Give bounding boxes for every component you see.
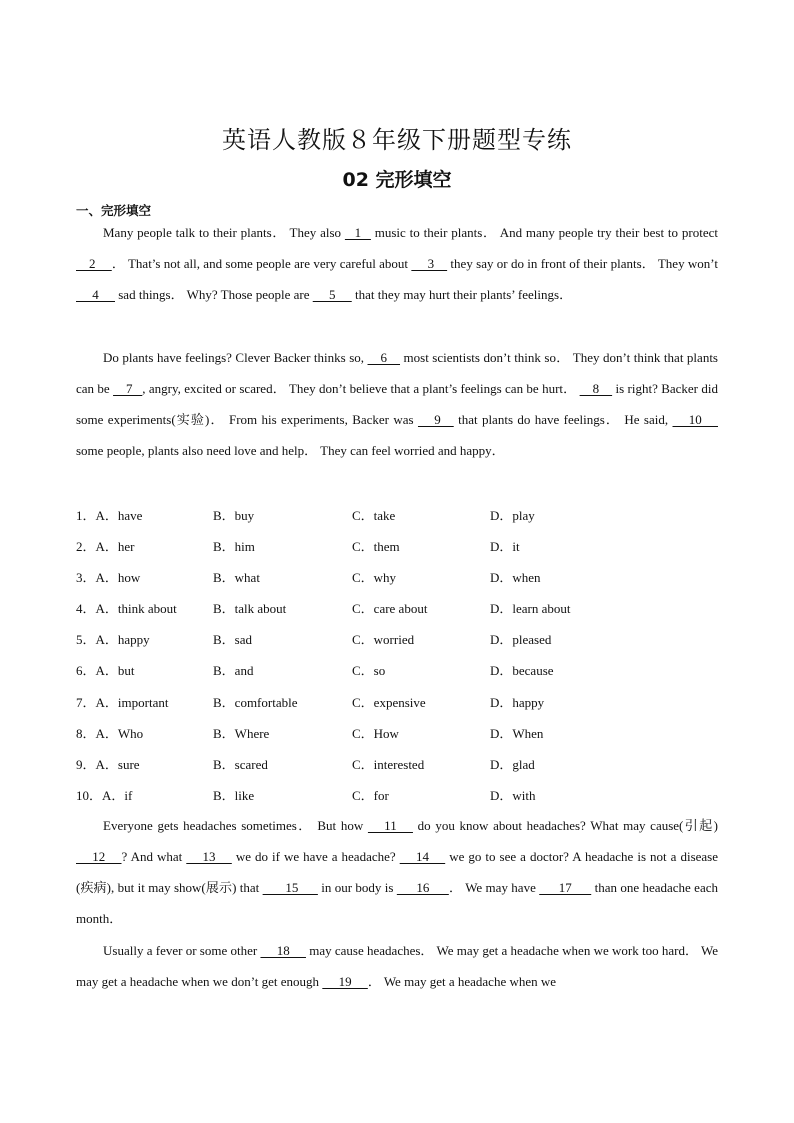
option-b[interactable]	[213, 780, 254, 811]
answer-blank[interactable]: 5	[312, 287, 352, 302]
option-b[interactable]	[213, 562, 260, 593]
option-text: D．because	[490, 663, 554, 679]
option-text: B．sad	[213, 632, 253, 648]
answer-blank[interactable]: 2	[76, 256, 112, 271]
option-d[interactable]	[490, 562, 541, 593]
question-number: 2．	[76, 539, 96, 555]
option-text: B．comfortable	[213, 694, 298, 710]
option-text: D．glad	[490, 756, 535, 772]
option-text: D．play	[490, 508, 535, 523]
option-text: C．for	[352, 787, 389, 803]
paragraph-text: than one headache each month．	[76, 880, 718, 926]
option-d[interactable]	[490, 593, 571, 624]
option-text: B．like	[213, 787, 255, 803]
answer-blank[interactable]: 7	[113, 381, 143, 396]
option-a[interactable]	[76, 624, 150, 655]
question-row	[76, 780, 726, 811]
answer-blank[interactable]: 19	[322, 974, 368, 989]
question-number: 5．	[76, 632, 96, 648]
question-number: 8．	[76, 725, 96, 741]
answer-blank[interactable]: 17	[539, 880, 592, 895]
question-number: 6．	[76, 663, 96, 679]
option-text: C．so	[352, 663, 386, 679]
option-c[interactable]	[352, 749, 424, 780]
option-text: A．sure	[95, 756, 140, 772]
option-d[interactable]	[490, 780, 536, 811]
options-list	[76, 500, 726, 811]
option-a[interactable]	[76, 531, 135, 562]
paragraph-text: ． We may have	[448, 880, 540, 895]
option-text: A．if	[102, 787, 133, 803]
passage1-paragraph2	[76, 342, 718, 466]
question-row	[76, 655, 726, 686]
paragraph-text: ? And what	[121, 849, 187, 864]
paragraph-text: Usually a fever or some other	[103, 943, 261, 958]
option-d[interactable]	[490, 655, 554, 686]
option-text: D．happy	[490, 694, 545, 710]
answer-blank[interactable]: 8	[579, 381, 613, 396]
paragraph-text: most scientists don’t think so． They don’t think that plants can be	[76, 350, 718, 396]
option-b[interactable]	[213, 655, 253, 686]
answer-blank[interactable]: 13	[186, 849, 232, 864]
answer-blank[interactable]: 15	[262, 880, 318, 895]
answer-blank[interactable]: 3	[411, 256, 448, 271]
option-text: B．buy	[213, 508, 255, 523]
option-a[interactable]	[76, 562, 140, 593]
option-b[interactable]	[213, 531, 255, 562]
option-b[interactable]	[213, 624, 252, 655]
document-title: 英语人教版８年级下册题型专练	[222, 126, 572, 154]
answer-blank[interactable]: 10	[672, 412, 718, 427]
option-text: C．expensive	[352, 694, 426, 710]
answer-blank[interactable]: 14	[399, 849, 446, 864]
option-a[interactable]	[76, 687, 168, 718]
answer-blank[interactable]: 4	[76, 287, 115, 302]
option-c[interactable]	[352, 531, 400, 562]
option-b[interactable]	[213, 500, 254, 531]
question-number: 4．	[76, 601, 96, 617]
answer-blank[interactable]: 1	[344, 225, 371, 240]
question-row	[76, 624, 726, 655]
question-number: 1．	[76, 508, 96, 523]
option-text: A．important	[95, 694, 169, 710]
paragraph-text: we do if we have a headache?	[231, 849, 400, 864]
option-a[interactable]	[76, 655, 135, 686]
option-d[interactable]	[490, 718, 543, 749]
option-text: A．but	[95, 663, 135, 679]
option-text: B．Where	[213, 725, 270, 741]
paragraph-text: Do plants have feelings? Clever Backer thinks so,	[103, 350, 368, 365]
passage2-paragraph1	[76, 810, 718, 934]
option-text: C．them	[352, 539, 400, 555]
option-c[interactable]	[352, 780, 389, 811]
answer-blank[interactable]: 9	[417, 412, 454, 427]
section-heading: 一、完形填空	[76, 203, 152, 218]
option-a[interactable]	[76, 749, 140, 780]
question-row	[76, 531, 726, 562]
option-text: D．when	[490, 570, 541, 586]
option-b[interactable]	[213, 593, 286, 624]
option-text: D．When	[490, 725, 544, 741]
question-row	[76, 718, 726, 749]
option-a[interactable]	[76, 500, 142, 531]
option-text: B．what	[213, 570, 260, 586]
paragraph-text: Many people talk to their plants． They also	[103, 225, 345, 240]
paragraph-text: may cause headaches． We may get a headache when we work too hard． We may get a headache when we don’t get enough	[76, 943, 718, 989]
option-a[interactable]	[76, 718, 143, 749]
paragraph-text: sad things． Why? Those people are	[115, 287, 313, 302]
question-row	[76, 749, 726, 780]
paragraph-text: in our body is	[317, 880, 397, 895]
option-text: B．talk about	[213, 601, 287, 617]
option-text: A．have	[95, 508, 143, 523]
paragraph-text: we go to see a doctor? A headache is not a disease (疾病), but it may show(展示) that	[76, 849, 718, 895]
option-d[interactable]	[490, 687, 544, 718]
option-text: D．learn about	[490, 601, 571, 617]
option-text: A．think about	[95, 601, 177, 617]
paragraph-text: that plants do have feelings． He said,	[453, 412, 673, 427]
option-text: D．it	[490, 539, 520, 555]
option-text: D．pleased	[490, 632, 552, 648]
option-text: A．how	[95, 570, 141, 586]
option-text: C．take	[352, 508, 396, 523]
paragraph-text: , angry, excited or scared． They don’t believe that a plant’s feelings can be hurt．	[142, 381, 580, 396]
option-c[interactable]	[352, 718, 399, 749]
paragraph-text: they say or do in front of their plants． They won’t	[447, 256, 718, 271]
option-text: B．him	[213, 539, 255, 555]
answer-blank[interactable]: 6	[367, 350, 401, 365]
paragraph-text: music to their plants． And many people try their best to protect	[370, 225, 718, 240]
passage2-paragraph2	[76, 935, 718, 997]
question-row	[76, 500, 726, 531]
paragraph-text: ． That’s not all, and some people are very careful about	[111, 256, 412, 271]
option-text: C．care about	[352, 601, 428, 617]
answer-blank[interactable]: 11	[367, 818, 413, 833]
question-row	[76, 687, 726, 718]
option-b[interactable]	[213, 687, 297, 718]
option-text: A．Who	[95, 725, 144, 741]
question-number: 3．	[76, 570, 96, 586]
option-d[interactable]	[490, 531, 520, 562]
option-text: C．why	[352, 570, 397, 586]
paragraph-text: do you know about headaches? What may cause(引起)	[412, 818, 719, 833]
question-row	[76, 562, 726, 593]
option-text: C．worried	[352, 632, 415, 648]
question-row	[76, 593, 726, 624]
option-text: D．with	[490, 787, 536, 803]
question-number: 7．	[76, 694, 96, 710]
option-c[interactable]	[352, 687, 426, 718]
passage1-paragraph1	[76, 217, 718, 310]
option-text: B．and	[213, 663, 254, 679]
option-text: A．happy	[95, 632, 150, 648]
option-b[interactable]	[213, 718, 269, 749]
paragraph-text: that they may hurt their plants’ feelings．	[351, 287, 573, 302]
paragraph-text: is right? Backer did some experiments(实验)． From his experiments, Backer was	[76, 381, 718, 427]
option-d[interactable]	[490, 624, 551, 655]
paragraph-text: Everyone gets headaches sometimes． But how	[103, 818, 368, 833]
answer-blank[interactable]: 12	[76, 849, 122, 864]
option-text: A．her	[95, 539, 135, 555]
answer-blank[interactable]: 16	[396, 880, 449, 895]
option-c[interactable]	[352, 500, 395, 531]
option-c[interactable]	[352, 562, 396, 593]
document-subtitle: 02 完形填空	[342, 169, 452, 191]
option-c[interactable]	[352, 655, 385, 686]
option-d[interactable]	[490, 749, 535, 780]
option-c[interactable]	[352, 624, 414, 655]
option-b[interactable]	[213, 749, 268, 780]
option-text: C．How	[352, 725, 399, 741]
question-number: 10．	[76, 787, 103, 803]
option-a[interactable]	[76, 593, 177, 624]
answer-blank[interactable]: 18	[260, 943, 306, 958]
option-c[interactable]	[352, 593, 427, 624]
paragraph-text: ． We may get a headache when we	[367, 974, 557, 989]
option-text: B．scared	[213, 756, 268, 772]
option-text: C．interested	[352, 756, 425, 772]
option-d[interactable]	[490, 500, 535, 531]
question-number: 9．	[76, 756, 96, 772]
paragraph-text: some people, plants also need love and help． They can feel worried and happy．	[76, 443, 505, 458]
option-a[interactable]	[76, 780, 132, 811]
